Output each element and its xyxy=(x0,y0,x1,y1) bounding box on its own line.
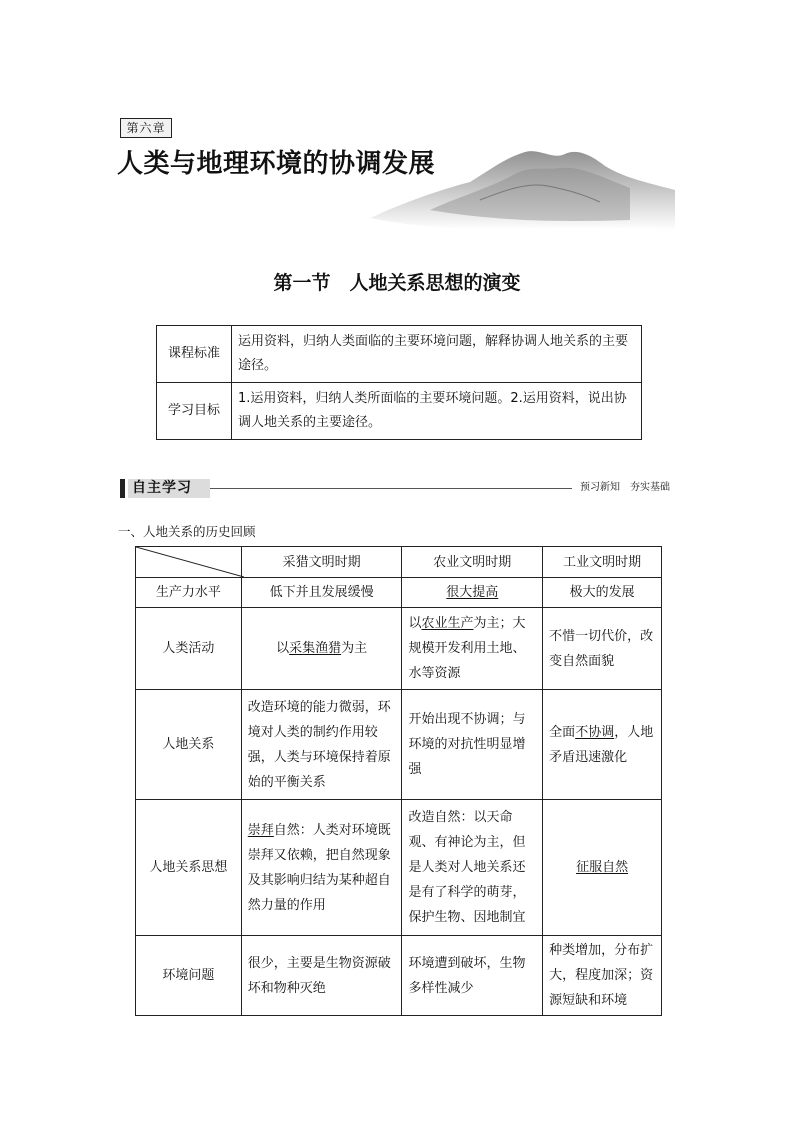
table-cell: 环境遭到破坏，生物多样性减少 xyxy=(402,936,543,1016)
row-header: 生产力水平 xyxy=(136,578,242,608)
row-header: 环境问题 xyxy=(136,936,242,1016)
table-cell: 低下并且发展缓慢 xyxy=(241,578,402,608)
underlined-term: 采集渔猎 xyxy=(289,641,342,656)
heading-history: 一、人地关系的历史回顾 xyxy=(118,524,256,539)
table-cell xyxy=(402,578,543,608)
column-header: 农业文明时期 xyxy=(402,547,543,578)
table-row xyxy=(136,608,662,690)
cell-text: 自然：人类对环境既崇拜又依赖，把自然现象及其影响归结为某种超自然力量的作用 xyxy=(247,822,391,913)
table-row xyxy=(136,578,662,608)
underlined-term: 不协调 xyxy=(575,724,615,740)
row-header: 人类活动 xyxy=(136,608,242,690)
table-row xyxy=(157,326,642,383)
table-cell: 种类增加，分布扩大，程度加深；资源短缺和环境 xyxy=(543,936,662,1016)
column-header: 工业文明时期 xyxy=(543,547,662,578)
table-cell: 开始出现不协调；与环境的对抗性明显增强 xyxy=(402,690,543,800)
table-cell: 极大的发展 xyxy=(543,578,662,608)
standards-table xyxy=(156,325,642,440)
diagonal-header-cell xyxy=(136,547,242,578)
row-header: 人地关系思想 xyxy=(136,800,242,936)
table-cell: 改造环境的能力微弱，环境对人类的制约作用较强，人类与环境保持着原始的平衡关系 xyxy=(241,690,402,800)
cell-text: 为主；大规模开发利用土地、水等资源 xyxy=(408,616,526,681)
table-row xyxy=(157,383,642,440)
table-row xyxy=(136,690,662,800)
cell-text: ，人地矛盾迅速激化 xyxy=(549,724,654,765)
standards-value: 1.运用资料，归纳人类所面临的主要环境问题。2.运用资料，说出协调人地关系的主要途径。 xyxy=(232,383,642,440)
cell-text: 以 xyxy=(408,616,422,631)
table-row xyxy=(136,800,662,936)
underlined-term: 崇拜 xyxy=(247,822,274,838)
table-cell xyxy=(241,800,402,936)
underlined-term: 很大提高 xyxy=(446,585,499,600)
table-row xyxy=(136,936,662,1016)
column-header: 采猎文明时期 xyxy=(241,547,402,578)
underlined-term: 征服自然 xyxy=(576,860,629,875)
section-band-title: 自主学习 xyxy=(128,479,210,498)
table-cell xyxy=(543,800,662,936)
chapter-tag: 第六章 xyxy=(120,118,172,138)
cell-text: 全面 xyxy=(549,724,576,740)
cell-text: 以 xyxy=(276,641,290,656)
cell-text: 为主 xyxy=(341,641,368,656)
history-table xyxy=(135,546,662,1016)
table-cell: 改造自然：以天命观、有神论为主，但是人类对人地关系还是有了科学的萌芽，保护生物、因地制宜 xyxy=(402,800,543,936)
section-title: 第一节 人地关系思想的演变 xyxy=(273,272,521,294)
row-header: 人地关系 xyxy=(136,690,242,800)
standards-key: 课程标准 xyxy=(157,326,232,383)
mountain-ink-illustration xyxy=(330,130,680,240)
table-cell xyxy=(402,608,543,690)
table-cell xyxy=(543,690,662,800)
table-cell: 很少，主要是生物资源破坏和物种灭绝 xyxy=(241,936,402,1016)
section-band-subtitle: 预习新知 夯实基础 xyxy=(580,482,670,493)
chapter-title: 人类与地理环境的协调发展 xyxy=(117,149,436,179)
underlined-term: 农业生产 xyxy=(421,616,474,631)
standards-key: 学习目标 xyxy=(157,383,232,440)
standards-value: 运用资料，归纳人类面临的主要环境问题，解释协调人地关系的主要途径。 xyxy=(232,326,642,383)
section-band-marker xyxy=(120,479,125,498)
table-cell xyxy=(241,608,402,690)
table-row xyxy=(136,547,662,578)
section-band-divider xyxy=(210,488,572,489)
table-cell: 不惜一切代价，改变自然面貌 xyxy=(543,608,662,690)
